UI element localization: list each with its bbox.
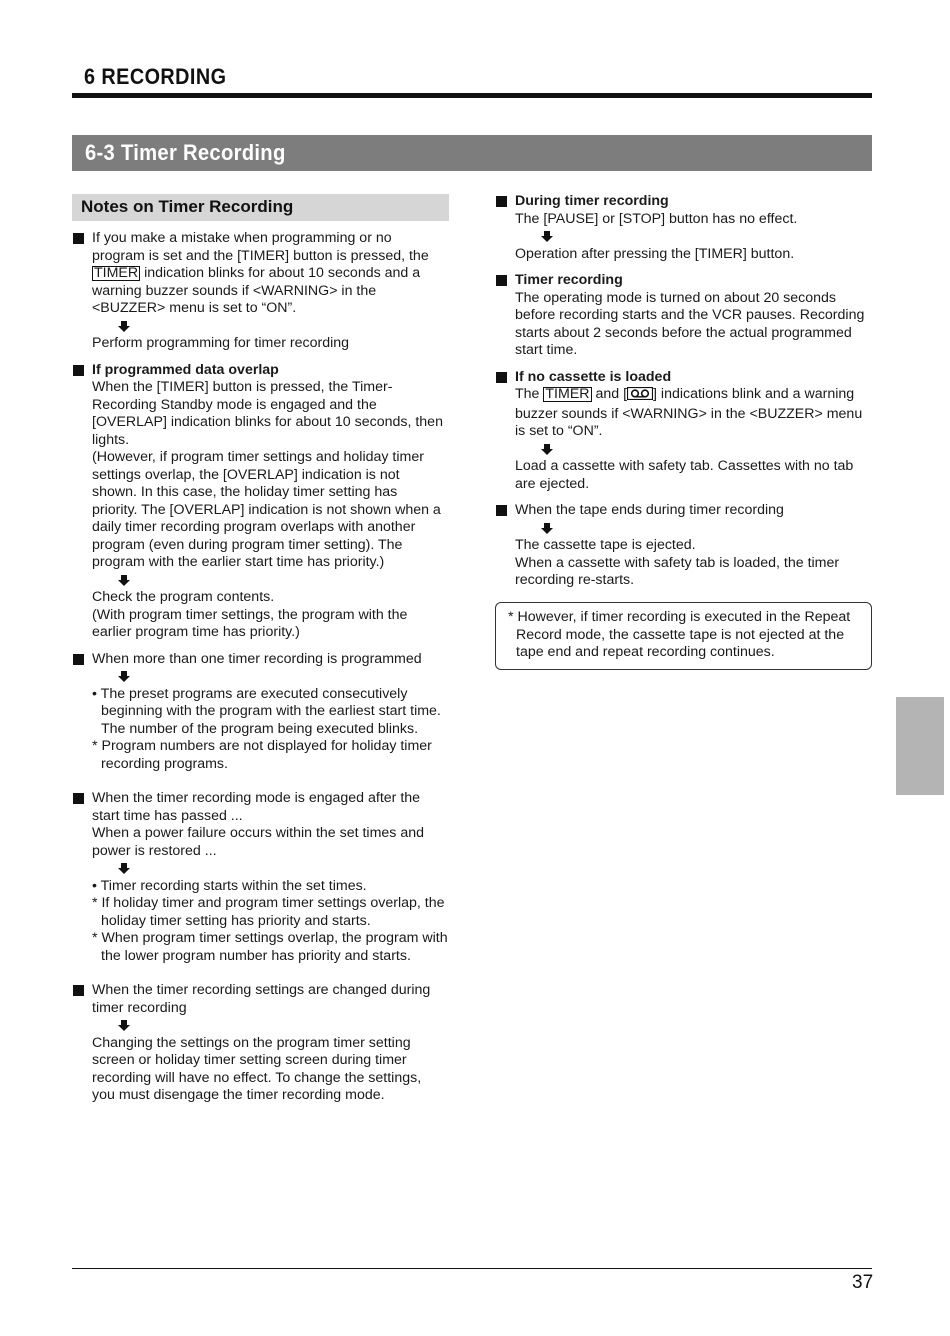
arrow-down-icon	[515, 520, 875, 538]
square-bullet-icon	[73, 793, 84, 804]
text-fragment: When program timer settings overlap, the program with	[101, 930, 448, 946]
text-line: Recording Standby mode is engaged and the	[92, 396, 377, 413]
text-line: lights.	[92, 431, 130, 448]
text-line: starts about 2 seconds before the actual programmed	[515, 324, 852, 341]
text-line	[515, 386, 875, 406]
text-line: When the [TIMER] button is pressed, the Timer-	[92, 379, 393, 395]
square-bullet-icon	[73, 985, 84, 996]
arrow-down-icon	[515, 441, 875, 459]
repeat-record-note-box	[495, 602, 872, 670]
text-line: (However, if program timer settings and holiday timer	[92, 449, 424, 465]
note-item-settings-changed	[72, 982, 452, 1105]
bullet-mark: •	[92, 877, 97, 894]
note-item-no-cassette	[495, 369, 875, 494]
bullet-point	[92, 686, 452, 739]
text-fragment: holiday timer setting has priority and starts.	[101, 912, 371, 929]
timer-indicator-box: TIMER	[545, 386, 590, 402]
bullet-mark: *	[92, 738, 98, 754]
text-line: The operating mode is turned on about 20 seconds	[515, 289, 837, 306]
section-banner	[72, 135, 872, 171]
text-fragment: The preset programs are executed consecutively	[100, 685, 408, 702]
note-item-timer-recording	[495, 272, 875, 360]
text-line: program (even during program timer setting). The	[92, 536, 403, 553]
text-line: buzzer sounds if <WARNING> in the <BUZZER> menu	[515, 405, 863, 422]
text-fragment: indication blinks for about 10 seconds and a	[140, 265, 421, 281]
text-fragment: If holiday timer and program timer settings overlap, the	[101, 895, 445, 911]
text-fragment: The	[515, 386, 544, 402]
text-line: daily timer recording program overlaps with another	[92, 519, 416, 535]
item-heading: During timer recording	[515, 193, 669, 209]
text-fragment: The number of the program being executed blinks.	[101, 720, 419, 737]
text-fragment: Timer recording starts within the set times.	[100, 877, 367, 894]
note-item-mistake	[72, 230, 452, 353]
text-line: When the timer recording mode is engaged after the	[92, 790, 421, 806]
text-fragment: recording programs.	[101, 755, 228, 772]
chapter-thumb-tab	[896, 697, 944, 795]
arrow-down-icon	[92, 668, 452, 686]
arrow-down-icon	[92, 318, 452, 336]
asterisk-point	[92, 738, 452, 773]
result-line: earlier program time has priority.)	[92, 624, 300, 640]
text-line: If you make a mistake when programming or no	[92, 230, 392, 246]
notes-title: Notes on Timer Recording	[81, 197, 294, 216]
text-line: priority. The [OVERLAP] indication is not shown when a	[92, 501, 441, 518]
result-line: are ejected.	[515, 475, 590, 492]
result-line: recording re-starts.	[515, 572, 635, 588]
text-line: <BUZZER> menu is set to “ON”.	[92, 300, 297, 316]
text-line: program is set and the [TIMER] button is pressed, the	[92, 247, 429, 264]
square-bullet-icon	[73, 233, 84, 244]
text-line: timer recording	[92, 999, 187, 1016]
left-column	[72, 230, 452, 1105]
text-line: When more than one timer recording is programmed	[92, 650, 422, 667]
chapter-title: 6 RECORDING	[84, 64, 227, 89]
result-line: Operation after pressing the [TIMER] button.	[515, 245, 795, 262]
asterisk-point	[92, 930, 452, 965]
text-line: warning buzzer sounds if <WARNING> in the	[92, 282, 377, 299]
square-bullet-icon	[73, 654, 84, 665]
text-fragment: beginning with the program with the earliest start time.	[101, 703, 441, 719]
page-number: 37	[852, 1272, 874, 1293]
text-fragment: Program numbers are not displayed for holiday timer	[101, 738, 432, 754]
arrow-down-icon	[92, 860, 452, 878]
right-column	[495, 193, 875, 590]
result-line: Load a cassette with safety tab. Cassettes with no tab	[515, 458, 854, 474]
text-line: before recording starts and the VCR pauses. Recording	[515, 307, 865, 323]
square-bullet-icon	[73, 365, 84, 376]
item-heading: If programmed data overlap	[92, 361, 279, 378]
bullet-mark: •	[92, 685, 97, 702]
square-bullet-icon	[496, 196, 507, 207]
text-line: power is restored ...	[92, 842, 217, 859]
text-line: [OVERLAP] indication blinks for about 10 seconds, then	[92, 414, 443, 430]
square-bullet-icon	[496, 372, 507, 383]
text-fragment: and [	[591, 386, 628, 402]
arrow-down-icon	[515, 228, 875, 246]
note-item-during-timer	[495, 193, 875, 263]
text-line: When the timer recording settings are changed during	[92, 982, 431, 998]
result-line: The cassette tape is ejected.	[515, 537, 696, 553]
text-line: When the tape ends during timer recording	[515, 502, 784, 518]
square-bullet-icon	[496, 275, 507, 286]
note-item-multiple	[72, 651, 452, 774]
result-line: Changing the settings on the program timer setting	[92, 1034, 411, 1051]
arrow-down-icon	[92, 1017, 452, 1035]
result-line: you must disengage the timer recording mode.	[92, 1087, 385, 1103]
note-line: tape end and repeat recording continues.	[516, 644, 775, 660]
text-fragment: ] indications blink and a warning	[653, 386, 855, 402]
text-line: shown. In this case, the holiday timer setting has	[92, 484, 398, 500]
bullet-mark: *	[92, 895, 98, 911]
cassette-icon	[627, 387, 653, 406]
asterisk-point	[92, 895, 452, 930]
result-line: screen or holiday timer setting screen during timer	[92, 1052, 407, 1068]
text-line: program with the earlier start time has priority.)	[92, 554, 385, 570]
text-line: is set to “ON”.	[515, 423, 603, 439]
section-title: 6-3 Timer Recording	[85, 140, 286, 165]
result-line: Perform programming for timer recording	[92, 335, 350, 351]
footer-rule	[72, 1268, 872, 1269]
chapter-rule	[72, 93, 872, 98]
note-item-engaged-after	[72, 790, 452, 965]
text-line: start time has passed ...	[92, 807, 243, 824]
square-bullet-icon	[496, 505, 507, 516]
text-line	[92, 265, 452, 283]
item-heading: Timer recording	[515, 272, 623, 288]
bullet-mark: *	[92, 930, 98, 946]
text-line: start time.	[515, 342, 578, 358]
text-fragment: the lower program number has priority and starts.	[101, 947, 411, 964]
item-heading: If no cassette is loaded	[515, 368, 672, 385]
note-item-tape-ends	[495, 502, 875, 590]
note-line: Record mode, the cassette tape is not ejected at the	[516, 626, 845, 643]
note-item-overlap	[72, 362, 452, 642]
result-line: recording will have no effect. To change the settings,	[92, 1069, 422, 1086]
notes-header	[72, 194, 449, 221]
text-line: settings overlap, the [OVERLAP] indication is not	[92, 466, 400, 483]
result-line: Check the program contents.	[92, 589, 275, 605]
text-line: When a power failure occurs within the set times and	[92, 825, 424, 841]
note-line: * However, if timer recording is executed in the Repeat	[508, 609, 851, 625]
result-line: When a cassette with safety tab is loaded, the timer	[515, 554, 840, 571]
text-line: The [PAUSE] or [STOP] button has no effect.	[515, 210, 798, 227]
bullet-point	[92, 878, 452, 896]
timer-indicator-box: TIMER	[94, 265, 139, 281]
result-line: (With program timer settings, the program with the	[92, 606, 408, 623]
arrow-down-icon	[92, 572, 452, 590]
